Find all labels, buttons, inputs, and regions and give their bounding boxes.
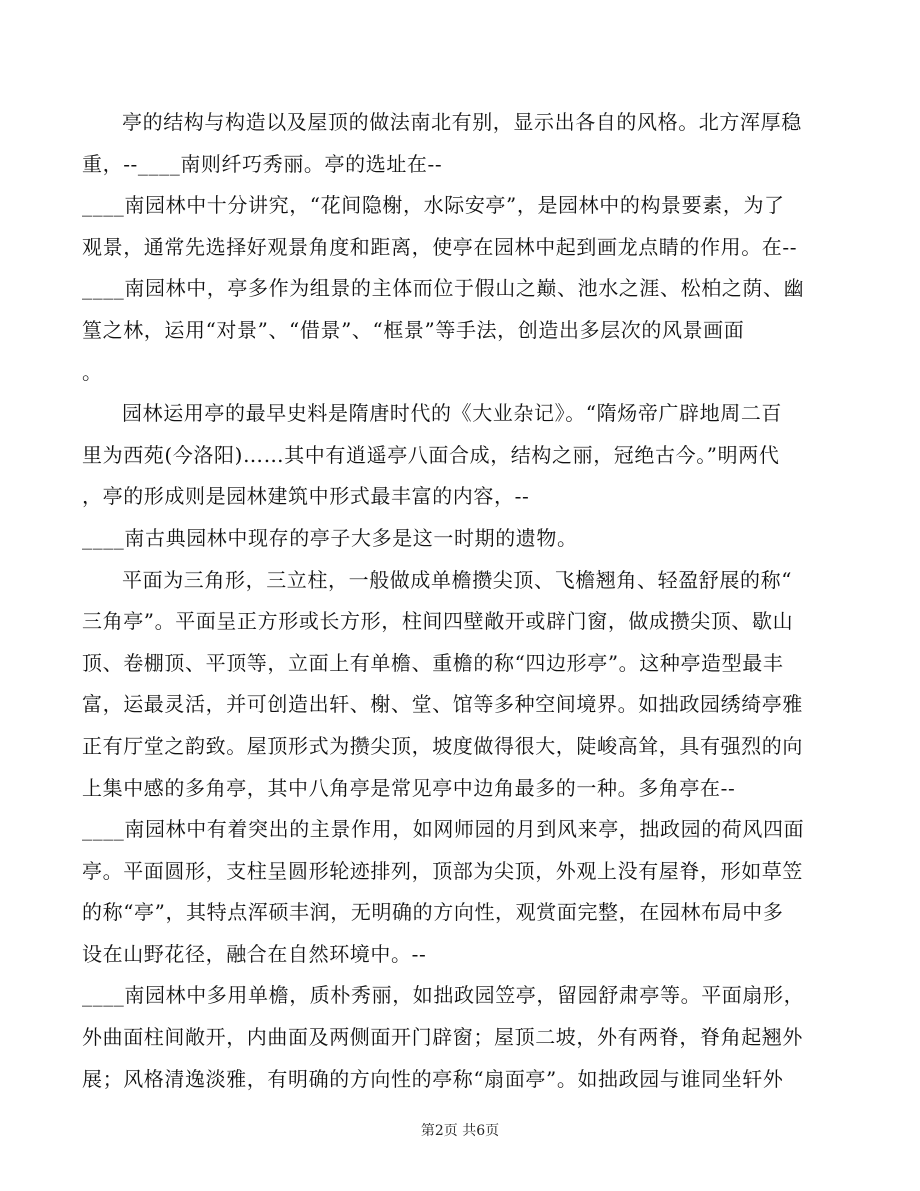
text-line: 里为西苑(今洛阳)……其中有逍遥亭八面合成，结构之丽，冠绝古今。”明两代: [82, 442, 780, 467]
page-footer: 第2页 共6页: [420, 1123, 500, 1139]
text-line: 观景，通常先选择好观景角度和距离，使亭在园林中起到画龙点睛的作用。在--: [82, 234, 798, 259]
text-line: ____南园林中十分讲究，“花间隐榭，水际安亭”，是园林中的构景要素，为了: [82, 193, 785, 218]
text-line: ____南园林中多用单檐，质朴秀丽，如拙政园笠亭，留园舒肃亭等。平面扇形，: [82, 983, 805, 1008]
text-line: ____南园林中，亭多作为组景的主体而位于假山之巅、池水之涯、松柏之荫、幽: [82, 276, 805, 301]
text-line: 顶、卷棚顶、平顶等，立面上有单檐、重檐的称“四边形亭”。这种亭造型最丰: [82, 650, 784, 675]
text-line: 正有厅堂之韵致。屋顶形式为攒尖顶，坡度做得很大，陡峻高耸，具有强烈的向: [82, 733, 803, 758]
text-line: 。: [82, 359, 103, 384]
document-body: [82, 102, 842, 1100]
text-line: ____南园林中有着突出的主景作用，如网师园的月到风来亭，拙政园的荷风四面: [82, 817, 805, 842]
text-line: ，亭的形成则是园林建筑中形式最丰富的内容，--: [82, 484, 530, 509]
text-line: 三角亭”。平面呈正方形或长方形，柱间四壁敞开或辟门窗，做成攒尖顶、歇山: [82, 609, 794, 634]
text-line: 重，--____南则纤巧秀丽。亭的选址在--: [82, 151, 443, 176]
text-line: 亭。平面圆形，支柱呈圆形轮迹排列，顶部为尖顶，外观上没有屋脊，形如草笠: [82, 858, 803, 883]
text-line: 篁之林，运用“对景”、“借景”、“框景”等手法，创造出多层次的风景画面: [82, 317, 745, 342]
text-line: 富，运最灵活，并可创造出轩、榭、堂、馆等多种空间境界。如拙政园绣绮亭雅: [82, 692, 803, 717]
text-line: 展；风格清逸淡雅，有明确的方向性的亭称“扇面亭”。如拙政园与谁同坐轩外: [82, 1066, 784, 1091]
text-line: 亭的结构与构造以及屋顶的做法南北有别，显示出各自的风格。北方浑厚稳: [122, 110, 802, 134]
text-line: ____南古典园林中现存的亭子大多是这一时期的遗物。: [82, 525, 578, 550]
text-line: 外曲面柱间敞开，内曲面及两侧面开门辟窗；屋顶二坡，外有两脊，脊角起翘外: [82, 1025, 803, 1050]
text-line: 设在山野花径，融合在自然环境中。--: [82, 941, 427, 966]
text-line: 上集中感的多角亭，其中八角亭是常见亭中边角最多的一种。多角亭在--: [82, 775, 736, 800]
text-line: 园林运用亭的最早史料是隋唐时代的《大业杂记》。“隋炀帝广辟地周二百: [122, 401, 783, 426]
text-line: 的称“亭”，其特点浑硕丰润，无明确的方向性，观赏面完整，在园林布局中多: [82, 900, 784, 925]
text-line: 平面为三角形，三立柱，一般做成单檐攒尖顶、飞檐翘角、轻盈舒展的称“: [122, 567, 793, 592]
